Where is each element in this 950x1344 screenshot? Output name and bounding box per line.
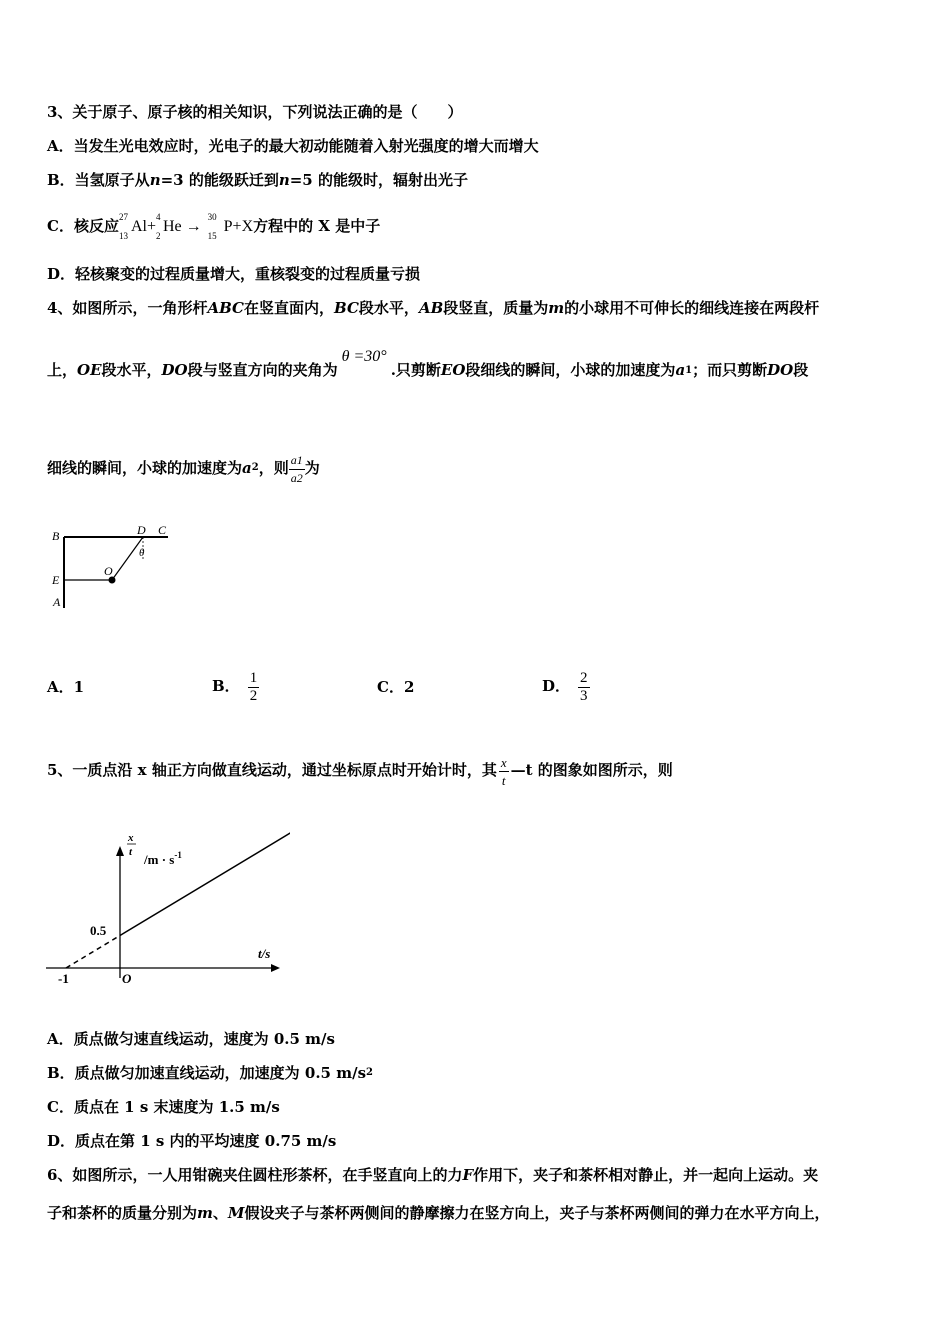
q3-stem: 3、关于原子、原子核的相关知识，下列说法正确的是（ ）: [47, 103, 463, 121]
q3-c-text: C．核反应: [47, 217, 119, 235]
label-d: D: [137, 523, 146, 537]
t: 5、一质点沿 x 轴正方向做直线运动，通过坐标原点时开始计时，其: [47, 761, 497, 779]
fraction-one-half: [248, 670, 260, 705]
num: x: [500, 754, 507, 770]
t: F: [462, 1166, 474, 1184]
q4-option-b: [212, 655, 259, 717]
t: M: [227, 1204, 245, 1222]
series-line-dashed: [66, 936, 120, 969]
p-z: 15: [207, 231, 217, 241]
label-c: C: [158, 523, 167, 537]
aluminum-nuclide: [118, 212, 156, 241]
t: 段竖直，质量为: [443, 299, 549, 317]
label-a: A: [53, 595, 61, 609]
t: B．质点做匀加速直线运动，加速度为 0.5 m/s: [47, 1064, 367, 1082]
t: 子和茶杯的质量分别为: [47, 1204, 198, 1222]
al-symbol: Al+: [130, 218, 156, 235]
q4-option-d: [542, 655, 590, 717]
x-axis-arrow: [271, 964, 280, 972]
t: 段: [793, 361, 809, 379]
x-axis-label: t/s: [258, 946, 271, 961]
q4-option-c: C．2: [377, 678, 415, 696]
q5-option-d: D．质点在第 1 s 内的平均速度 0.75 m/s: [47, 1132, 337, 1150]
x-tick-label: -1: [58, 971, 69, 986]
q3-option-d: D．轻核聚变的过程质量增大，重核裂变的过程质量亏损: [47, 265, 421, 283]
origin-label: O: [122, 971, 132, 986]
q5-option-b: [47, 1063, 373, 1083]
q3-option-a: A．当发生光电效应时，光电子的最大初动能随着入射光强度的增大而增大: [47, 137, 539, 155]
series-line-solid: [120, 828, 290, 936]
angle-rod-figure: [48, 520, 178, 615]
he-z: 2: [155, 231, 161, 241]
t: 2: [251, 462, 259, 473]
q5-stem: [47, 740, 673, 800]
t: 4、如图所示，一角形杆: [47, 299, 208, 317]
al-z: 13: [118, 231, 128, 241]
t: 段与竖直方向的夹角为: [187, 361, 338, 379]
q3-option-b: [47, 170, 468, 190]
label-e: E: [52, 573, 60, 587]
y-label-unit: [143, 850, 182, 867]
q5-option-a: A．质点做匀速直线运动，速度为 0.5 m/s: [47, 1030, 335, 1048]
t: OE: [77, 361, 102, 379]
t: 1: [685, 365, 693, 376]
t: 上，: [47, 361, 78, 379]
a1-over-a2-fraction: [289, 452, 305, 487]
t: a: [675, 361, 686, 379]
q6-line-1: [47, 1165, 818, 1185]
num: 1: [249, 669, 258, 686]
label-theta: θ: [139, 547, 145, 559]
q5-option-c: C．质点在 1 s 末速度为 1.5 m/s: [47, 1098, 280, 1116]
al-mass: 27: [118, 212, 128, 222]
q3-option-c: [47, 212, 381, 241]
unit-sup: -1: [174, 850, 182, 860]
t: 、: [212, 1204, 228, 1222]
he-mass: 4: [155, 212, 161, 222]
t: 为: [304, 459, 320, 477]
t: AB: [418, 299, 444, 317]
t: 作用下，夹子和茶杯相对静止，并一起向上运动。夹: [473, 1166, 819, 1184]
y-axis-arrow: [116, 846, 124, 856]
he-symbol: He →: [162, 218, 202, 235]
q3-b-mid: =3 的能级跃迁到: [160, 171, 279, 189]
y-tick-label: 0.5: [90, 923, 107, 938]
t: 段细线的瞬间，小球的加速度为: [465, 361, 676, 379]
t: 6、如图所示，一人用钳碗夹住圆柱形茶杯，在手竖直向上的力: [47, 1166, 463, 1184]
den: t: [499, 771, 509, 789]
q3-b-text: B．当氢原子从: [47, 171, 150, 189]
t: D．: [542, 677, 571, 695]
t: 假设夹子与茶杯两侧间的静摩擦力在竖方向上，夹子与茶杯两侧间的弹力在水平方向上，: [244, 1204, 830, 1222]
theta-value: θ =30°: [341, 348, 387, 365]
t: m: [197, 1204, 213, 1222]
t: 细线的瞬间，小球的加速度为: [47, 459, 243, 477]
t: BC: [334, 299, 359, 317]
num: 2: [580, 669, 588, 686]
t: DO: [161, 361, 188, 379]
q3-b-n1: n: [149, 171, 161, 189]
y-label-numerator: x: [128, 832, 134, 844]
unit-text: /m · s: [144, 852, 175, 867]
t: ，则: [258, 459, 289, 477]
phosphorus-nuclide: [207, 212, 254, 241]
q3-c-post: 方程中的 X 是中子: [253, 217, 381, 235]
t: B．: [212, 677, 240, 695]
y-label-denominator: t: [129, 846, 133, 858]
q3-b-post: =5 的能级时，辐射出光子: [289, 171, 468, 189]
q3-b-n2: n: [278, 171, 290, 189]
t: EO: [440, 361, 466, 379]
t: 段水平，: [358, 299, 419, 317]
t: .只剪断: [390, 361, 441, 379]
q4-option-a: A．1: [47, 678, 85, 696]
t: ；而只剪断: [692, 361, 768, 379]
fraction-numerator: a1: [290, 452, 303, 467]
den: 3: [580, 687, 588, 704]
t: 段水平，: [101, 361, 162, 379]
t: ABC: [207, 299, 244, 317]
t: 2: [366, 1067, 373, 1078]
t: DO: [767, 361, 794, 379]
t: 在竖直面内，: [244, 299, 335, 317]
label-b: B: [52, 529, 60, 543]
q4-line-1: [47, 298, 819, 318]
t: m: [548, 299, 565, 317]
xt-t-graph: [40, 828, 290, 988]
t: a: [242, 459, 252, 477]
label-o: O: [104, 564, 113, 578]
q6-line-2: [47, 1203, 830, 1223]
fraction-denominator: a2: [290, 470, 303, 485]
t: —t 的图象如图所示，则: [510, 761, 673, 779]
q4-line-2: [47, 348, 809, 381]
p-symbol: P+X: [223, 218, 254, 235]
fraction-two-thirds: [578, 670, 590, 705]
t: 的小球用不可伸长的细线连接在两段杆: [564, 299, 820, 317]
den: 2: [249, 687, 258, 704]
x-over-t-fraction: [499, 754, 509, 789]
q4-line-3: [47, 448, 320, 488]
helium-nuclide: [155, 212, 202, 241]
p-mass: 30: [207, 212, 217, 222]
